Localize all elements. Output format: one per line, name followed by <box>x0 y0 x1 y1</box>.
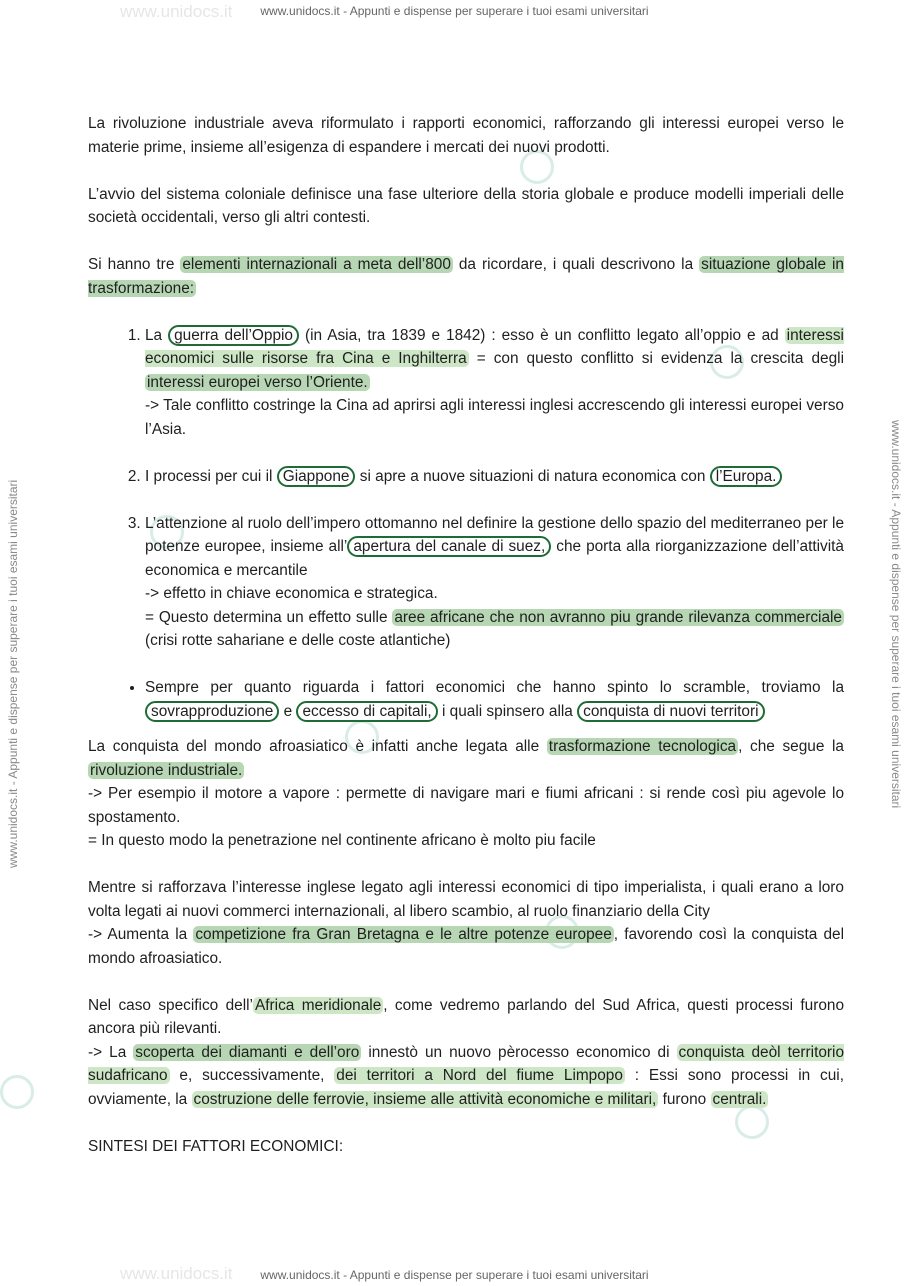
highlight: aree africane che non avranno piu grande rilevanza commerciale <box>394 608 842 626</box>
highlight: centrali. <box>712 1090 767 1108</box>
paragraph-technology: La conquista del mondo afroasiatico è infatti anche legata alle trasformazione tecnologica , che segue la rivoluzione industriale. -> Per esempio il motore a vapore : permette di navigare mari e fiumi africani : si rende così piu agevole lo spostamento. = In questo modo la penetrazione nel continente africano è molto piu facile <box>88 738 844 849</box>
logo-icon <box>0 1075 34 1109</box>
highlight: dei territori a Nord del fiume Limpopo <box>336 1067 623 1084</box>
circled-text: guerra dell’Oppio <box>168 325 299 346</box>
page-header: www.unidocs.it - Appunti e dispense per superare i tuoi esami universitari <box>260 4 649 18</box>
paragraph-british-interest: Mentre si rafforzava l’interesse inglese legato agli interessi economici di tipo imperialista, i quali erano a loro volta legati ai nuovi commerci internazionali, al libero scambio, al ruolo finanziario della City -> Aumenta la competizione fra Gran Bretagna e le altre potenze europee , favorendo così la conquista del mondo afroasiatico. <box>88 879 844 967</box>
highlight: rivoluzione industriale. <box>90 761 243 779</box>
highlight: situazione globale in trasformazione: <box>88 256 844 297</box>
highlight: costruzione delle ferrovie, insieme alle attività economiche e militari, <box>193 1090 657 1108</box>
background-watermark: www.unidocs.it <box>120 2 233 21</box>
highlight: elementi internazionali a meta dell’800 <box>182 256 451 273</box>
list-item-opium-war: 1. La guerra dell’Oppio (in Asia, tra 1839 e 1842) : esso è un conflitto legato all’oppio e ad interessi economici sulle risorse fra Cina e Inghilterra = con questo conflitto si evidenza la crescita degli interessi europei verso l’Oriente. -> Tale conflitto costringe la Cina ad aprirsi agli interessi inglesi accrescendo gli interessi europei verso l’Asia. <box>145 324 844 442</box>
list-item-note: -> Tale conflitto costringe la Cina ad aprirsi agli interessi inglesi accrescendo gli interessi europei verso l’Asia. <box>145 397 844 438</box>
highlight: competizione fra Gran Bretagna e le altre potenze europee <box>195 926 612 943</box>
paragraph-three-elements: Si hanno tre elementi internazionali a meta dell’800 da ricordare, i quali descrivono la situazione globale in trasformazione: <box>88 256 844 297</box>
highlight: conquista deòl territorio sudafricano <box>88 1043 845 1084</box>
document-body <box>88 112 844 1182</box>
circled-text: eccesso di capitali, <box>296 701 437 722</box>
side-watermark-left: www.unidocs.it - Appunti e dispense per superare i tuoi esami universitari <box>6 479 20 868</box>
circled-text: conquista di nuovi territori <box>577 701 764 722</box>
numbered-list <box>88 324 844 653</box>
bullet-item-economic-factors: • Sempre per quanto riguarda i fattori economici che hanno spinto lo scramble, troviamo la sovrapproduzione e eccesso di capitali, i quali spinsero alla conquista di nuovi territori <box>145 676 844 723</box>
circled-text: apertura del canale di suez, <box>347 536 551 557</box>
background-watermark: www.unidocs.it <box>120 1264 233 1283</box>
side-watermark-right: www.unidocs.it - Appunti e dispense per superare i tuoi esami universitari <box>889 420 903 809</box>
paragraph-intro: La rivoluzione industriale aveva riformulato i rapporti economici, rafforzando gli interessi europei verso le materie prime, insieme all’esigenza di espandere i mercati dei nuovi prodotti. <box>88 115 844 156</box>
list-item-ottoman: 3. L’attenzione al ruolo dell’impero ottomanno nel definire la gestione dello spazio del mediterraneo per le potenze europee, insieme all’ apertura del canale di suez, che porta alla riorganizzazione dell’attività economica e mercantile -> effetto in chiave economica e strategica. = Questo determina un effetto sulle aree africane che non avranno piu grande rilevanza commerciale (crisi rotte sahariane e delle coste atlantiche) <box>145 512 844 653</box>
highlight: Africa meridionale <box>254 996 382 1014</box>
highlight: interessi europei verso l’Oriente. <box>147 373 368 391</box>
page-footer: www.unidocs.it - Appunti e dispense per superare i tuoi esami universitari <box>260 1268 649 1282</box>
highlight: scoperta dei diamanti e dell’oro <box>135 1043 360 1061</box>
paragraph-southern-africa: Nel caso specifico dell’ Africa meridionale , come vedremo parlando del Sud Africa, questi processi furono ancora più rilevanti. -> La scoperta dei diamanti e dell’oro innestò un nuovo pèrocesso economico di conquista deòl territorio sudafricano e, successivamente, dei territori a Nord del fiume Limpopo : Essi sono processi in cui, ovviamente, la costruzione delle ferrovie, insieme alle attività economiche e militari, furono centrali. <box>88 996 845 1108</box>
highlight: interessi economici sulle risorse fra Cina e Inghilterra <box>145 326 844 367</box>
list-item-japan: 2. I processi per cui il Giappone si apre a nuove situazioni di natura economica con l’Europa. <box>145 465 844 489</box>
bullet-list <box>88 676 844 723</box>
circled-text: l’Europa. <box>710 466 783 487</box>
section-heading-economic-factors: SINTESI DEI FATTORI ECONOMICI: <box>88 1137 344 1155</box>
paragraph-colonial-system: L’avvio del sistema coloniale definisce una fase ulteriore della storia globale e produce modelli imperiali delle società occidentali, verso gli altri contesti. <box>88 185 844 226</box>
circled-text: sovrapproduzione <box>145 701 279 722</box>
circled-text: Giappone <box>277 466 356 487</box>
highlight: trasformazione tecnologica <box>548 738 737 755</box>
